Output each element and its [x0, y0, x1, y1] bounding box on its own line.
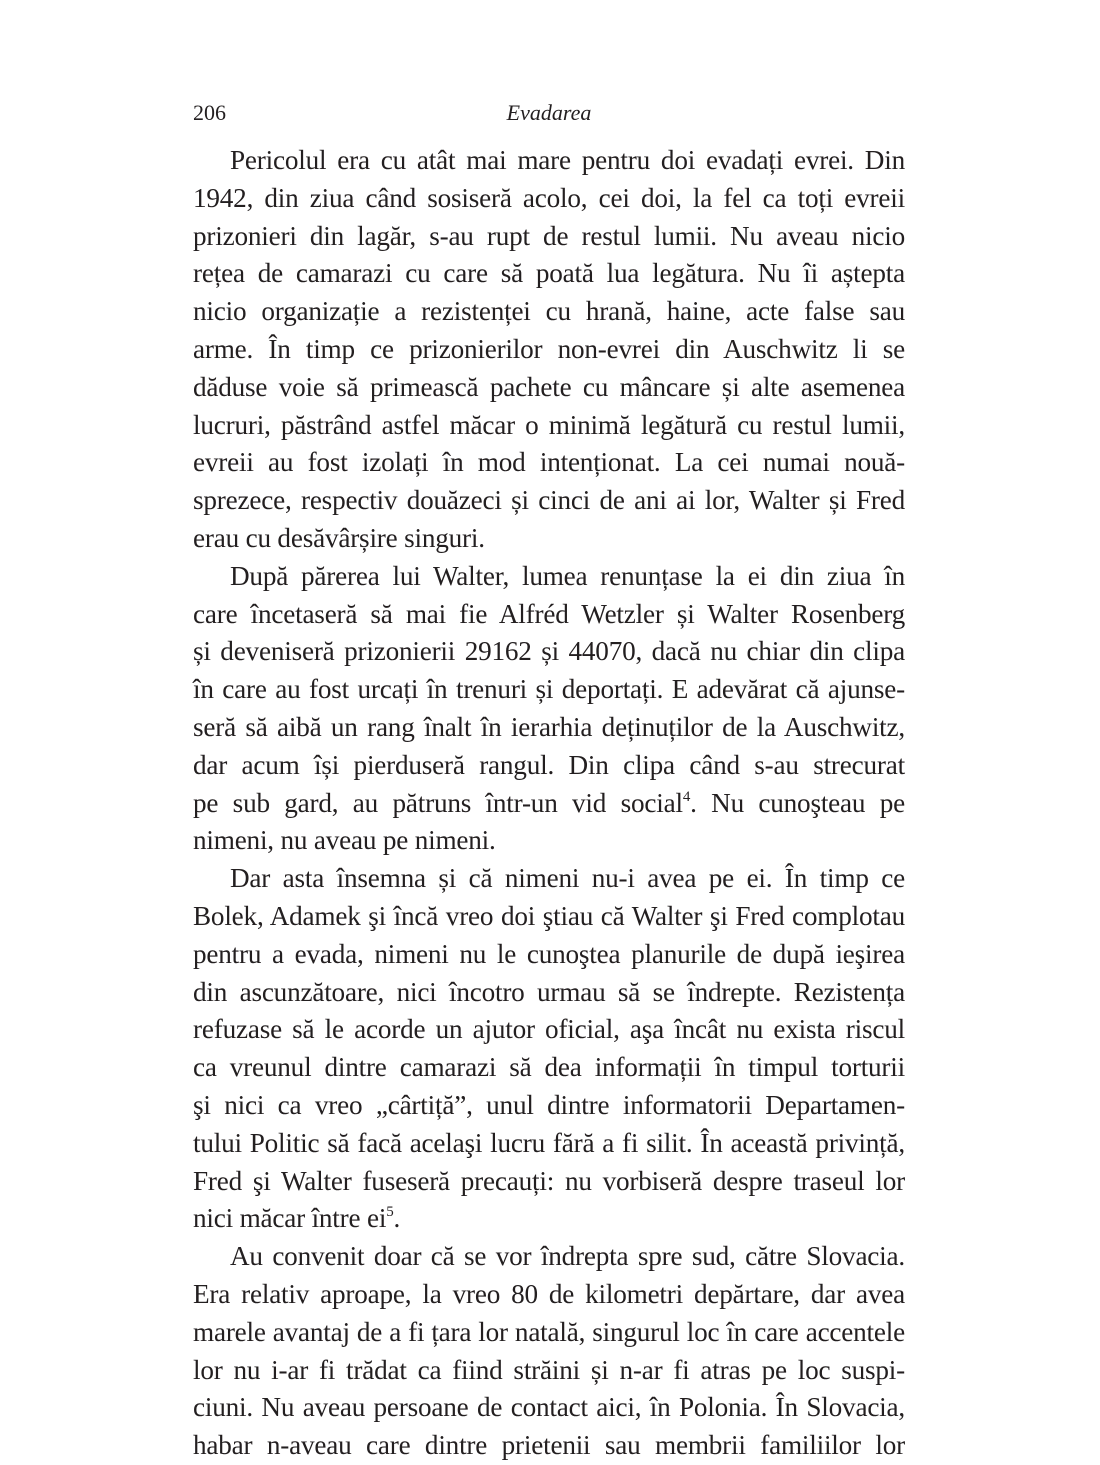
text-line: dăduse voie să primească pachete cu mâncare și alte asemenea	[193, 371, 905, 402]
text-line: nimeni, nu aveau pe nimeni.	[193, 825, 496, 856]
text-line: sprezece, respectiv douăzeci și cinci de ani ai lor, Walter și Fred	[193, 485, 905, 516]
text-line: care încetaseră să mai fie Alfréd Wetzler și Walter Rosenberg	[193, 598, 905, 629]
text-segment: nici măcar între ei	[193, 1203, 387, 1234]
text-line: ca vreunul dintre camarazi să dea informații în timpul torturii	[193, 1052, 905, 1083]
footnote-reference-4[interactable]: 4	[682, 788, 691, 805]
text-line: refuzase să le acorde un ajutor oficial, aşa încât nu exista riscul	[193, 1014, 905, 1045]
text-line: prizonieri din lagăr, s-au rupt de restul lumii. Nu aveau nicio	[193, 220, 905, 251]
text-line: din ascunzătoare, nici încotro urmau să se îndrepte. Rezistența	[193, 976, 905, 1007]
chapter-title: Evadarea	[506, 100, 592, 125]
text-line: lor nu i-ar fi trădat ca fiind străini și n-ar fi atras pe loc suspi-	[193, 1354, 905, 1385]
text-line-with-footnote	[193, 1200, 905, 1238]
running-head	[193, 96, 905, 130]
text-line: Era relativ aproape, la vreo 80 de kilometri depărtare, dar avea	[193, 1278, 905, 1309]
text-line: Fred şi Walter fuseseră precauți: nu vorbiseră despre traseul lor	[193, 1165, 905, 1196]
text-line: ciuni. Nu aveau persoane de contact aici, în Polonia. În Slovacia,	[193, 1392, 905, 1423]
text-segment: .	[393, 1203, 401, 1234]
text-segment: pe sub gard, au pătruns într-un vid social	[193, 787, 683, 818]
body-text	[193, 142, 905, 1465]
text-line: seră să aibă un rang înalt în ierarhia deținuților de la Auschwitz,	[193, 711, 905, 742]
text-line: lucruri, păstrând astfel măcar o minimă legătură cu restul lumii,	[193, 409, 905, 440]
text-line: tului Politic să facă acelaşi lucru fără a fi silit. În această privință,	[193, 1127, 905, 1158]
text-line: Dar asta însemna și că nimeni nu-i avea pe ei. În timp ce	[230, 863, 905, 894]
text-line: evreii au fost izolați în mod intenționat. La cei numai nouă-	[193, 447, 905, 478]
text-segment: . Nu cunoşteau pe	[690, 787, 905, 818]
text-line: și deveniseră prizonierii 29162 și 44070, dacă nu chiar din clipa	[193, 636, 905, 667]
text-line: în care au fost urcați în trenuri și deportați. E adevărat că ajunse-	[193, 674, 905, 705]
text-line: nicio organizație a rezistenței cu hrană, haine, acte false sau	[193, 296, 905, 327]
text-line: 1942, din ziua când sosiseră acolo, cei doi, la fel ca toți evreii	[193, 182, 905, 213]
text-line: Au convenit doar că se vor îndrepta spre sud, către Slovacia.	[230, 1241, 905, 1272]
footnote-reference-5[interactable]: 5	[386, 1204, 394, 1221]
book-page	[193, 96, 905, 1465]
text-line: marele avantaj de a fi țara lor natală, singurul loc în care accentele	[193, 1316, 905, 1347]
text-line: pentru a evada, nimeni nu le cunoştea planurile de după ieşirea	[193, 938, 905, 969]
text-line: arme. În timp ce prizonierilor non-evrei din Auschwitz li se	[193, 333, 905, 364]
paragraph	[193, 558, 905, 860]
text-line: habar n-aveau care dintre prietenii sau membrii familiilor lor	[193, 1430, 905, 1461]
paragraph	[193, 1238, 905, 1465]
page-number: 206	[193, 100, 226, 125]
paragraph	[193, 860, 905, 1238]
text-line: După părerea lui Walter, lumea renunțase la ei din ziua în	[230, 560, 905, 591]
text-line: şi nici ca vreo „cârtiță”, unul dintre informatorii Departamen-	[193, 1089, 905, 1120]
text-line: dar acum își pierduseră rangul. Din clipa când s-au strecurat	[193, 749, 905, 780]
text-line-with-footnote	[193, 785, 905, 823]
text-line: rețea de camarazi cu care să poată lua legătura. Nu îi aștepta	[193, 258, 905, 289]
paragraph	[193, 142, 905, 558]
text-line: Bolek, Adamek şi încă vreo doi ştiau că Walter şi Fred complotau	[193, 900, 905, 931]
text-line: Pericolul era cu atât mai mare pentru doi evadați evrei. Din	[230, 145, 905, 175]
text-line: erau cu desăvârșire singuri.	[193, 522, 485, 553]
